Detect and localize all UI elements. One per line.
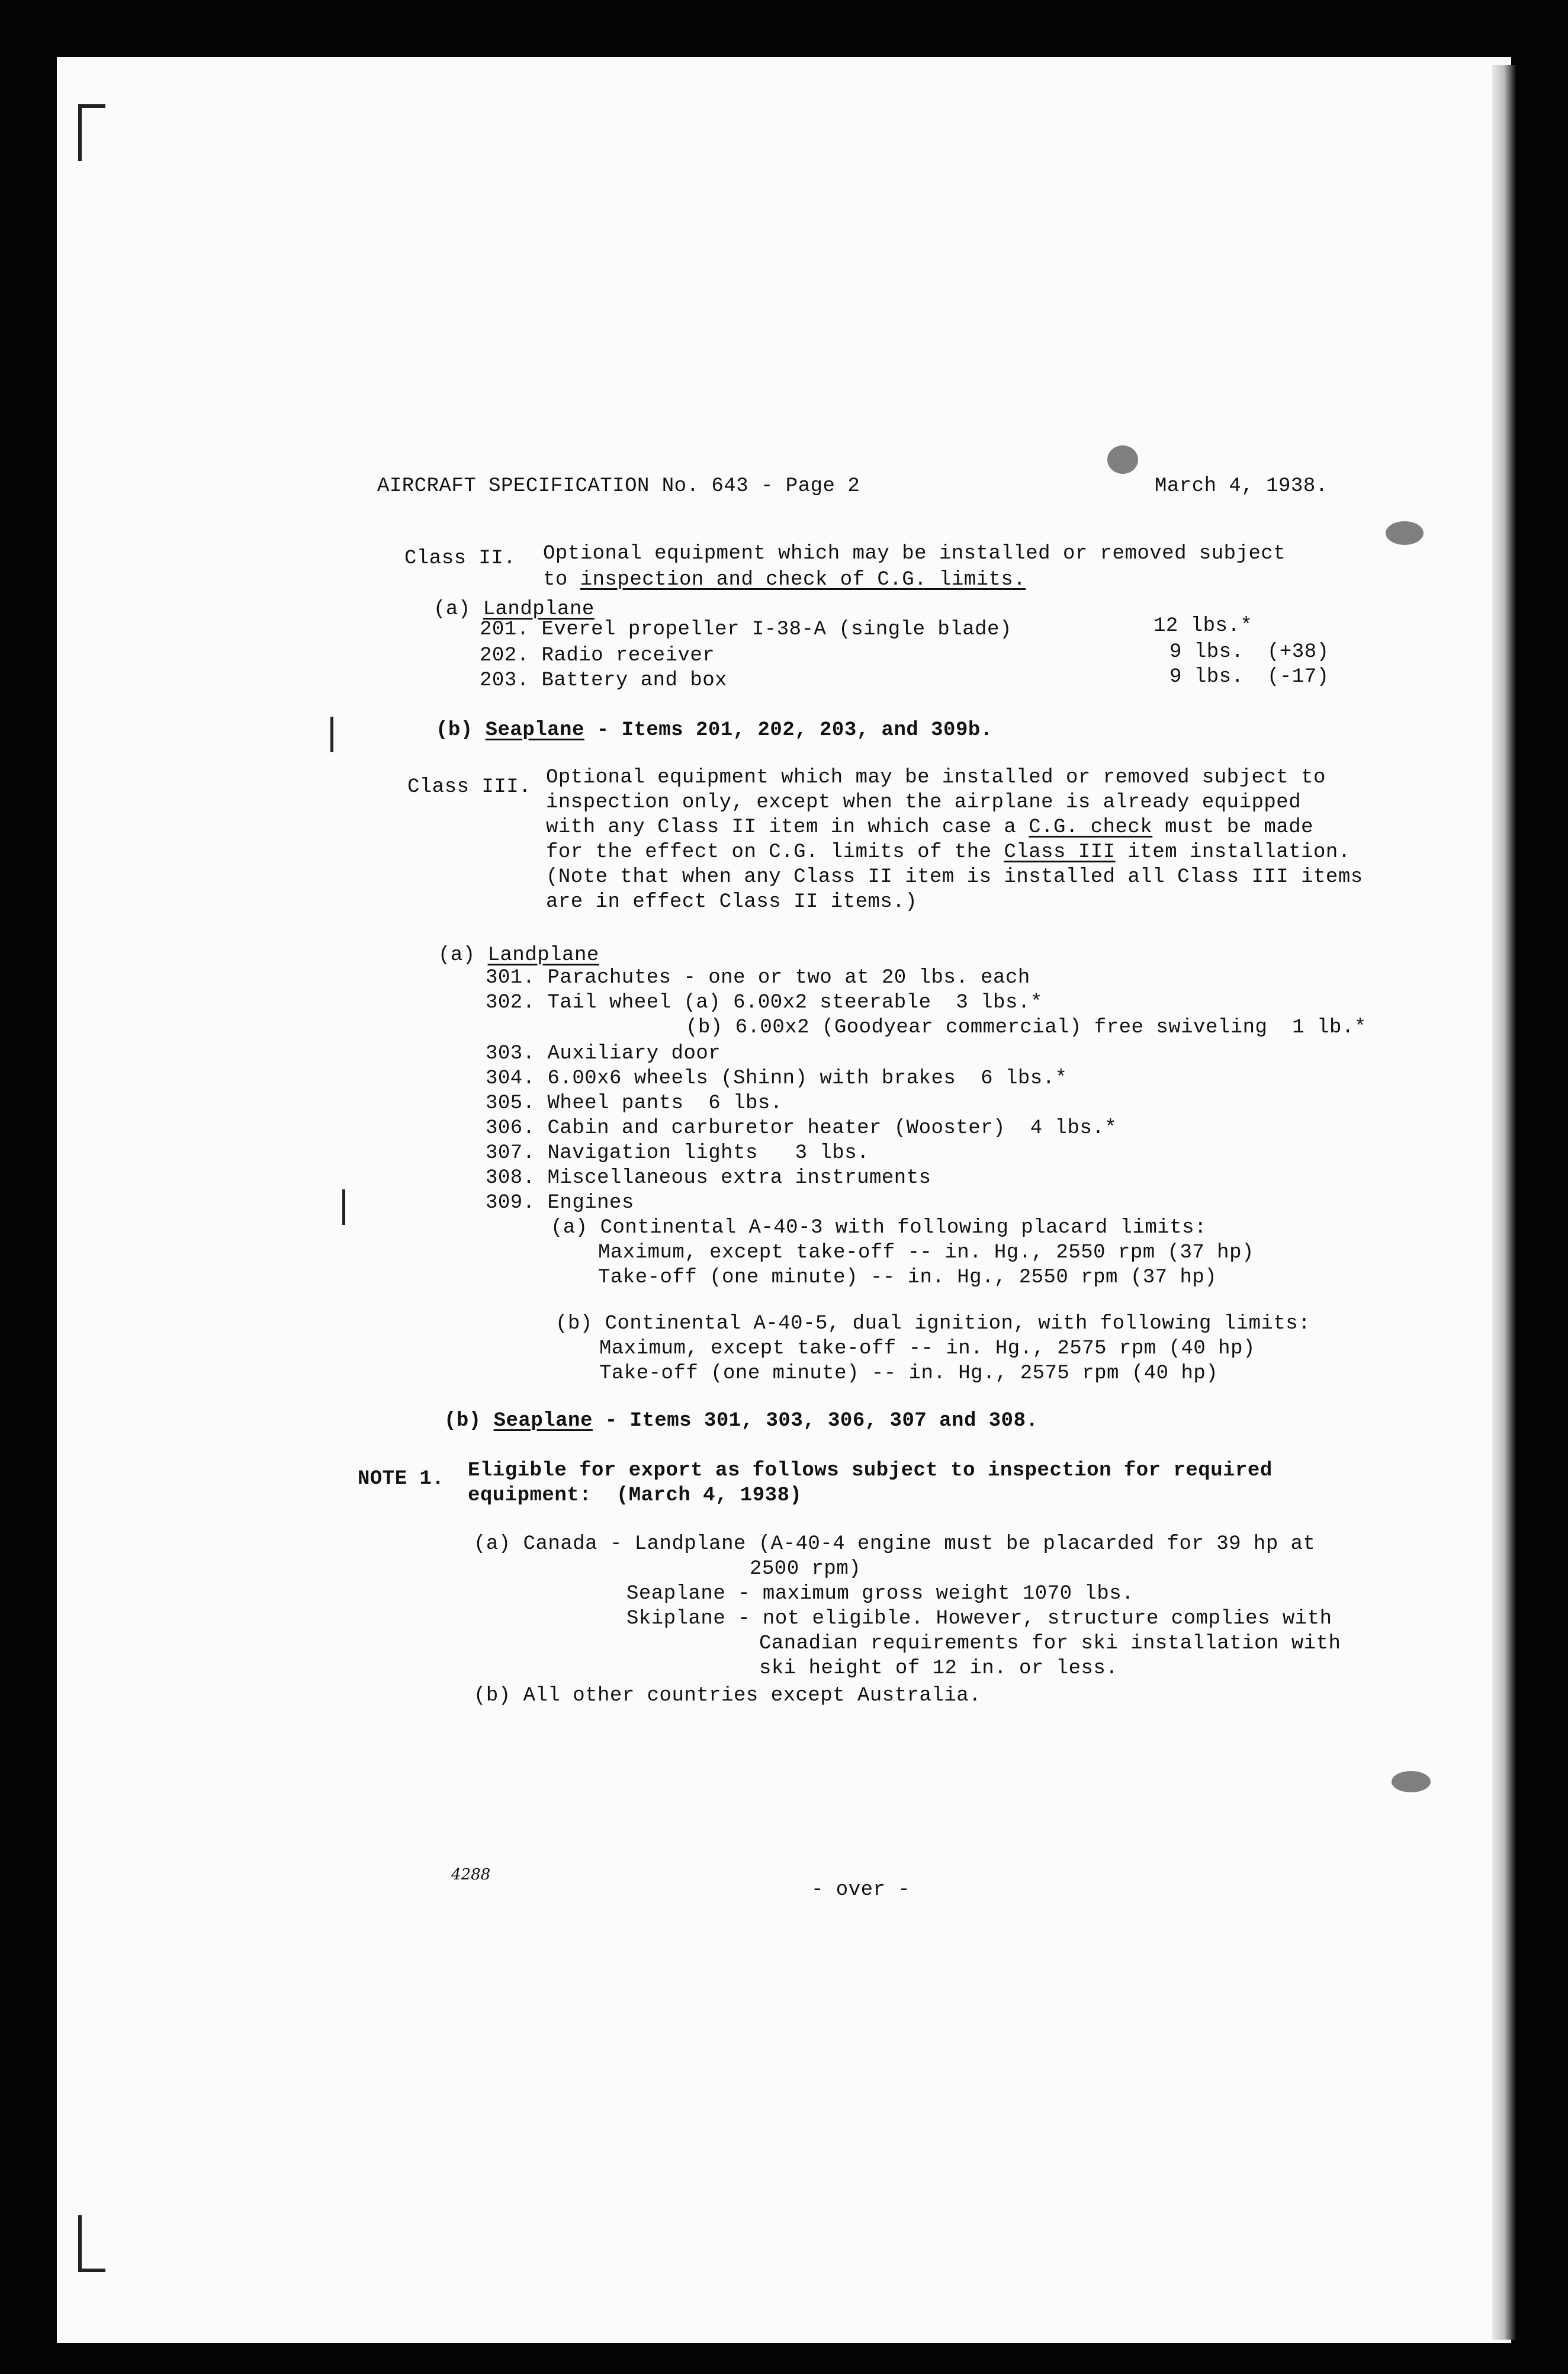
document-page (57, 57, 1511, 2343)
engine-b-line: Take-off (one minute) -- in. Hg., 2575 rpm (40 hp) (599, 1362, 1219, 1385)
page-continued: - over - (811, 1879, 911, 1901)
note-line: Eligible for export as follows subject to inspection for required (468, 1459, 1273, 1482)
class2-item-weight: 9 lbs. (1169, 641, 1244, 663)
class3-desc-line: Optional equipment which may be installed or removed subject to (546, 766, 1326, 789)
ink-smudge (1386, 521, 1424, 545)
class2-item: 202. Radio receiver (480, 644, 715, 667)
margin-bar (342, 1189, 345, 1225)
canada-line: 2500 rpm) (750, 1558, 862, 1580)
canada-line: ski height of 12 in. or less. (759, 1657, 1119, 1680)
class3-seaplane: (b) Seaplane - Items 301, 303, 306, 307 and 308. (444, 1410, 1039, 1432)
class2-item: 201. Everel propeller I-38-A (single blade) (480, 618, 1012, 641)
bottom-left-corner-mark (78, 2215, 105, 2272)
canada-line: Canadian requirements for ski installation with (759, 1632, 1341, 1655)
class3-desc-line: for the effect on C.G. limits of the Class III item installation. (546, 841, 1351, 864)
class2-item: 203. Battery and box (480, 669, 728, 692)
class3-item: 308. Miscellaneous extra instruments (486, 1167, 931, 1189)
spec-date: March 4, 1938. (1155, 475, 1328, 498)
class2-desc-line1: Optional equipment which may be installed or removed subject (543, 543, 1286, 565)
class3-item: 305. Wheel pants 6 lbs. (486, 1092, 783, 1115)
class3-desc-line: are in effect Class II items.) (546, 891, 918, 913)
canada-line: (a) Canada - Landplane (A-40-4 engine must be placarded for 39 hp at (474, 1533, 1316, 1555)
class3-landplane-heading: (a) Landplane (438, 944, 599, 967)
class3-item: 306. Cabin and carburetor heater (Wooster) 4 lbs.* (486, 1117, 1117, 1140)
class3-desc-line: with any Class II item in which case a C.G. check must be made (546, 816, 1314, 839)
engine-b-line: (b) Continental A-40-5, dual ignition, with following limits: (555, 1313, 1311, 1335)
note-label: NOTE 1. (358, 1468, 445, 1490)
engine-b-line: Maximum, except take-off -- in. Hg., 2575 rpm (40 hp) (599, 1337, 1255, 1360)
class2-label: Class II. (404, 547, 516, 570)
class2-seaplane: (b) Seaplane - Items 201, 202, 203, and 309b. (436, 719, 993, 742)
ink-smudge (1107, 445, 1138, 474)
engine-a-line: Maximum, except take-off -- in. Hg., 2550 rpm (37 hp) (598, 1241, 1254, 1264)
canada-line: Skiplane - not eligible. However, structure complies with (626, 1608, 1332, 1630)
margin-bar (330, 717, 333, 752)
page-edge-shadow (1492, 65, 1516, 2340)
class2-item-cg: (+38) (1267, 641, 1329, 663)
class3-item: 304. 6.00x6 wheels (Shinn) with brakes 6 lbs.* (486, 1067, 1068, 1090)
class2-landplane-heading: (a) Landplane (433, 598, 595, 621)
class3-item: 301. Parachutes - one or two at 20 lbs. each (486, 967, 1030, 989)
class2-item-weight: 9 lbs. (1169, 666, 1244, 688)
class3-item: 307. Navigation lights 3 lbs. (486, 1142, 870, 1164)
note-line: equipment: (March 4, 1938) (468, 1484, 802, 1507)
other-countries-line: (b) All other countries except Australia. (474, 1685, 982, 1707)
top-left-corner-mark (78, 104, 105, 161)
class3-item: 309. Engines (486, 1192, 634, 1214)
class3-desc-line: (Note that when any Class II item is installed all Class III items (546, 866, 1363, 888)
class2-desc-line2: to inspection and check of C.G. limits. (543, 569, 1026, 591)
class2-item-cg: (-17) (1267, 666, 1329, 688)
handwritten-number: 4288 (451, 1866, 491, 1884)
class3-item: 302. Tail wheel (a) 6.00x2 steerable 3 lbs.* (486, 992, 1043, 1014)
class3-item: 303. Auxiliary door (486, 1042, 721, 1065)
engine-a-line: Take-off (one minute) -- in. Hg., 2550 rpm (37 hp) (598, 1266, 1217, 1289)
ink-smudge (1392, 1771, 1431, 1792)
canada-line: Seaplane - maximum gross weight 1070 lbs. (626, 1583, 1135, 1605)
class3-label: Class III. (407, 776, 532, 798)
class3-item: (b) 6.00x2 (Goodyear commercial) free swiveling 1 lb.* (686, 1016, 1367, 1039)
class2-item-weight: 12 lbs.* (1153, 615, 1253, 637)
engine-a-line: (a) Continental A-40-3 with following placard limits: (551, 1217, 1207, 1239)
spec-title: AIRCRAFT SPECIFICATION No. 643 - Page 2 (377, 475, 860, 498)
class3-desc-line: inspection only, except when the airplane is already equipped (546, 791, 1302, 814)
